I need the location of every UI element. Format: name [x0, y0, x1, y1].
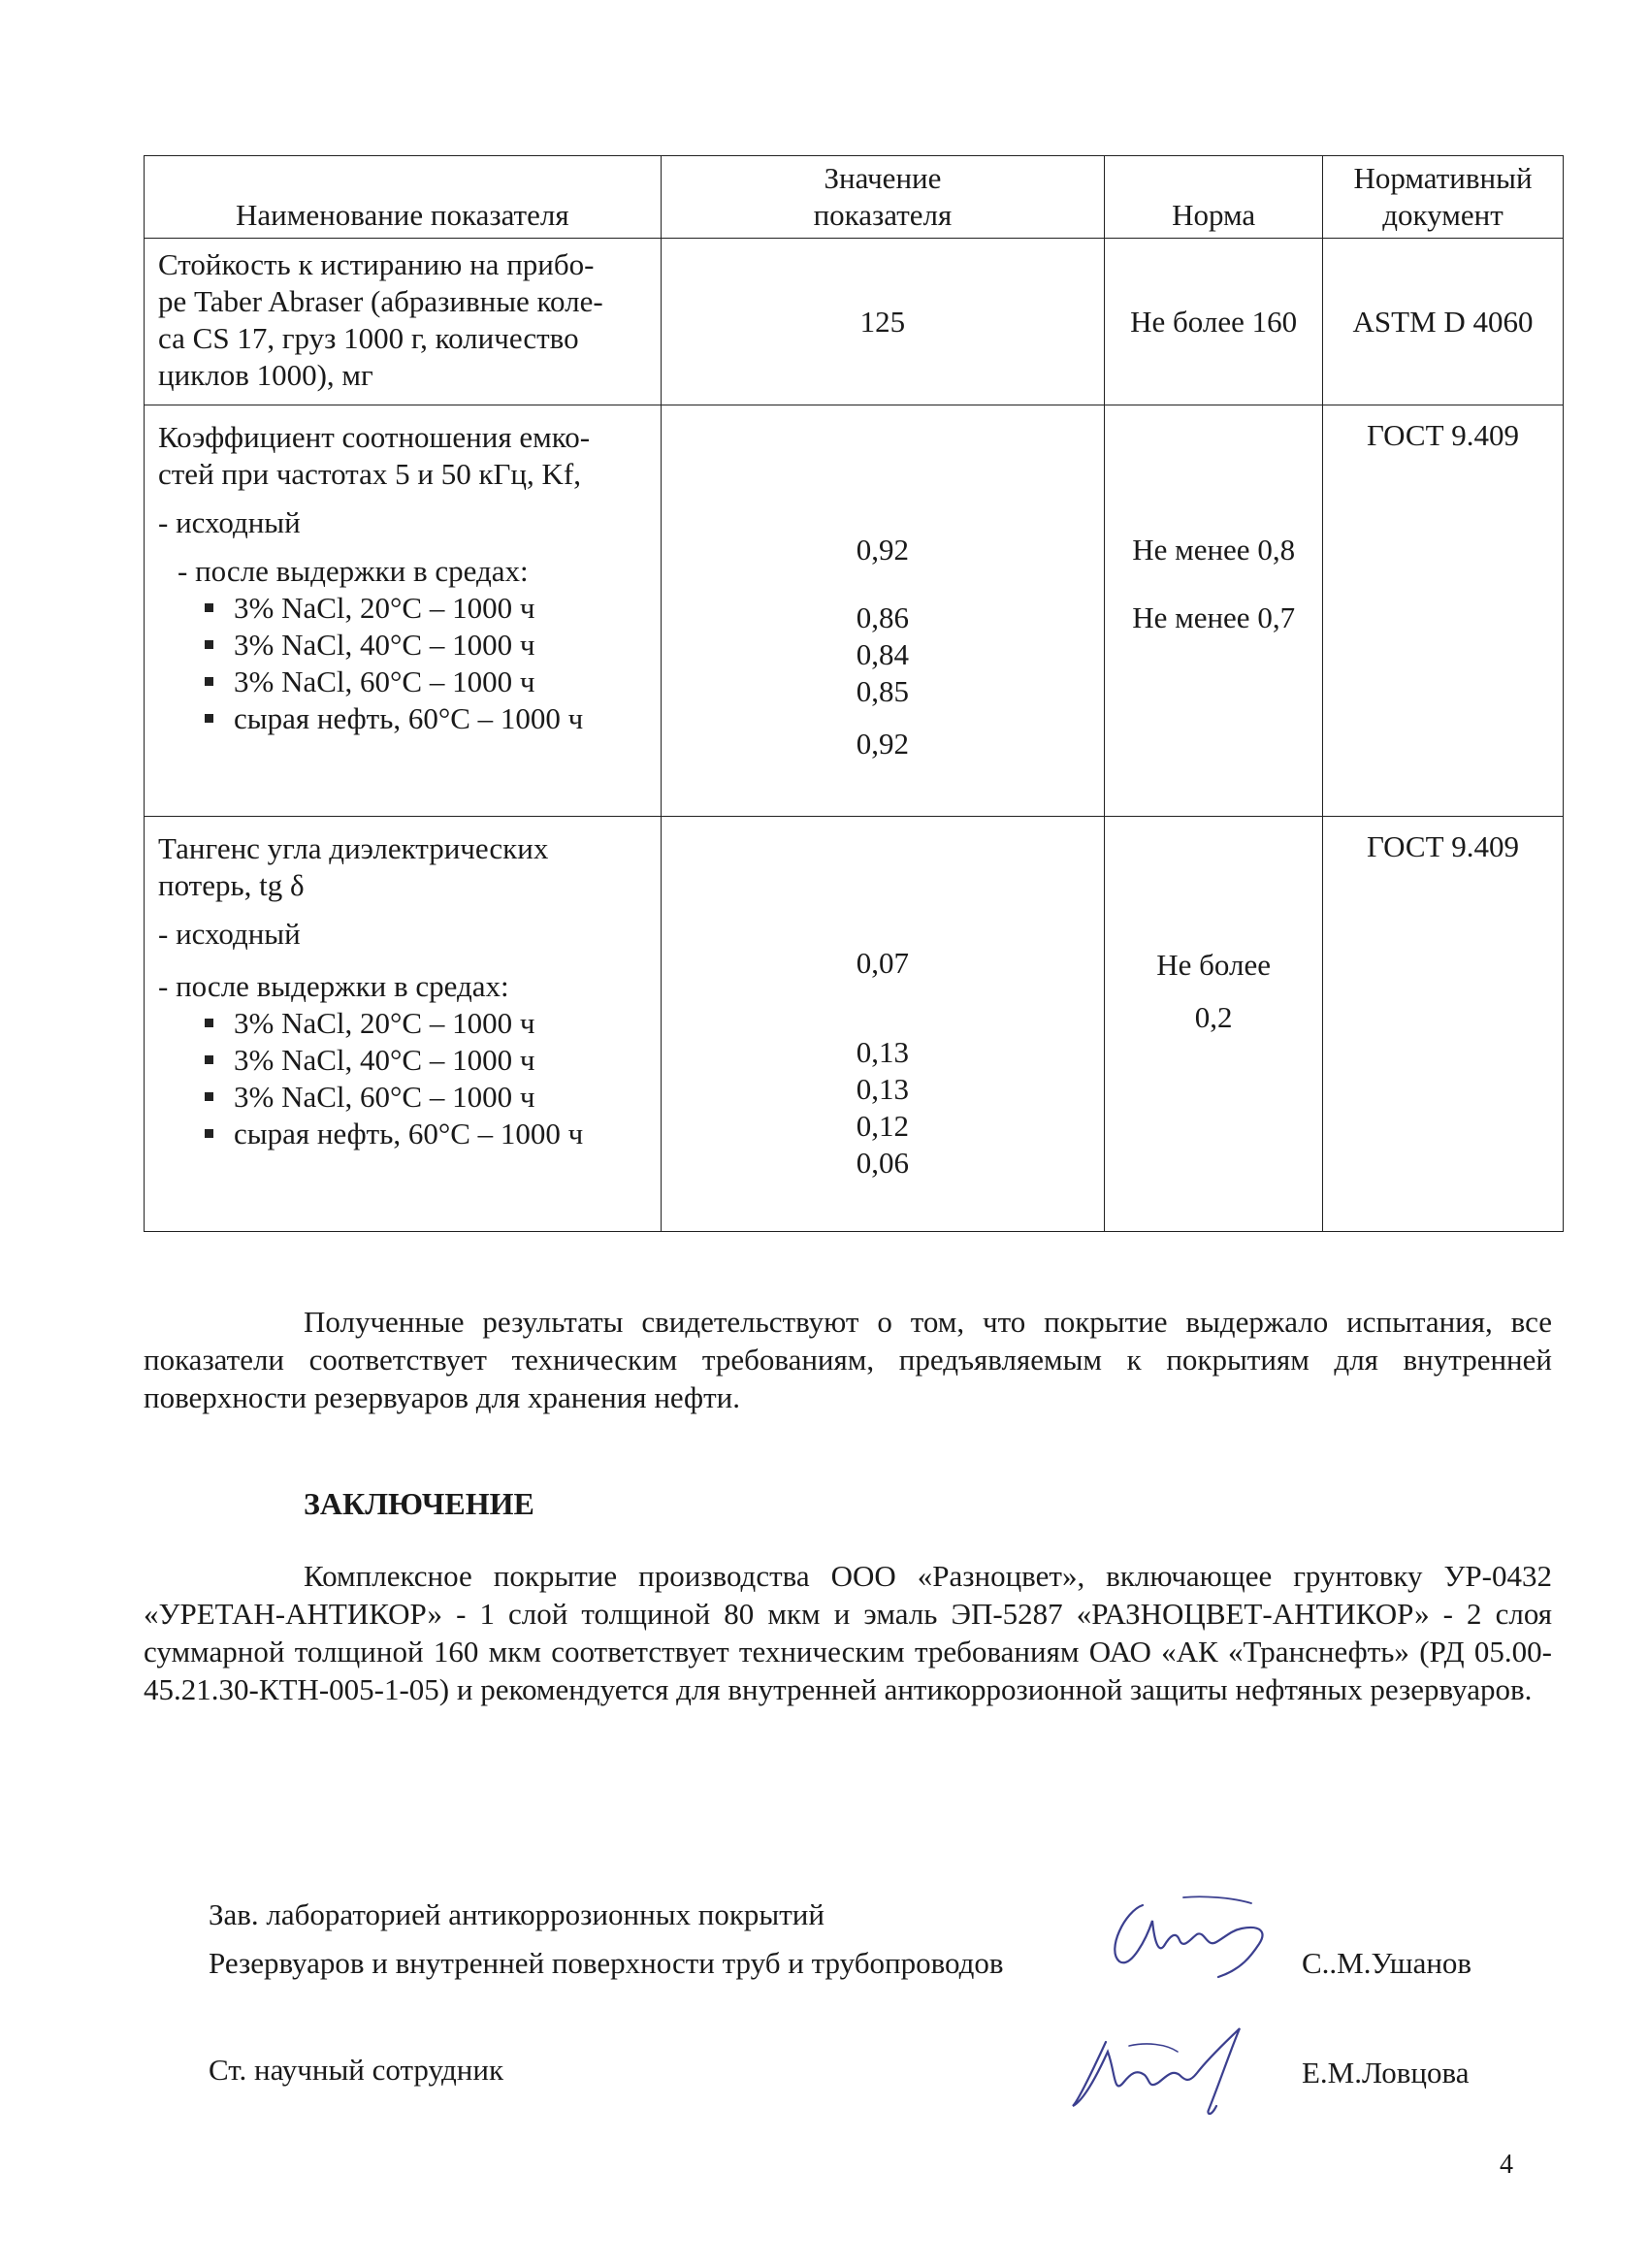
row1-doc: ASTM D 4060: [1323, 239, 1564, 405]
row2-media-list: [158, 590, 651, 737]
list-item: сырая нефть, 60°C – 1000 ч: [203, 700, 651, 737]
row3-norm: Не более 0,2: [1105, 817, 1323, 1232]
row3-values: 0,07 0,13 0,13 0,12 0,06: [661, 817, 1105, 1232]
row3-name: Тангенс угла диэлектрических потерь, tg δ - исходный - после выдержки в средах: 3% NaCl, 20°C – 1000 ч 3% NaCl, 40°C – 1000 ч 3% NaCl, 60°C – 1000 ч сырая нефть, 60°C – 1000 ч: [145, 817, 662, 1232]
list-item: 3% NaCl, 40°C – 1000 ч: [203, 1042, 651, 1079]
conclusion-heading: ЗАКЛЮЧЕНИЕ: [304, 1486, 534, 1521]
list-item: сырая нефть, 60°C – 1000 ч: [203, 1116, 651, 1152]
row2-norm: Не менее 0,8 Не менее 0,7: [1105, 405, 1323, 817]
row2-doc: ГОСТ 9.409: [1323, 405, 1564, 817]
header-norm: Норма: [1105, 156, 1323, 239]
signer1-role-line1: Зав. лабораторией антикоррозионных покрытий: [209, 1897, 824, 1931]
results-paragraph: Полученные результаты свидетельствуют о том, что покрытие выдержало испытания, все показатели соответствует техническим требованиям, предъявляемым к покрытиям для внутренней поверхности резервуаров для хранения нефти.: [144, 1305, 1552, 1414]
row2-values: 0,92 0,86 0,84 0,85 0,92: [661, 405, 1105, 817]
row3-doc: ГОСТ 9.409: [1323, 817, 1564, 1232]
list-item: 3% NaCl, 40°C – 1000 ч: [203, 627, 651, 664]
list-item: 3% NaCl, 60°C – 1000 ч: [203, 1079, 651, 1116]
conclusion-paragraph: Комплексное покрытие производства ООО «Разноцвет», включающее грунтовку УР-0432 «УРЕТАН-АНТИКОР» - 1 слой толщиной 80 мкм и эмаль ЭП-5287 «РАЗНОЦВЕТ-АНТИКОР» - 2 слоя суммарной толщиной 160 мкм соответствует техническим требованиям ОАО «АК «Транснефть» (РД 05.00-45.21.30-КТН-005-1-05) и рекомендуется для внутренней антикоррозионной защиты нефтяных резервуаров.: [144, 1559, 1552, 1706]
row1-value: 125: [661, 239, 1105, 405]
row2-name: Коэффициент соотношения емко- стей при частотах 5 и 50 кГц, Kf, - исходный - после выдержки в средах: 3% NaCl, 20°C – 1000 ч 3% NaCl, 40°C – 1000 ч 3% NaCl, 60°C – 1000 ч сырая нефть, 60°C – 1000 ч: [145, 405, 662, 817]
row1-name: Стойкость к истиранию на прибо- ре Taber Abraser (абразивные коле- са CS 17, груз 1000 г, количество циклов 1000), мг: [145, 239, 662, 405]
row1-norm: Не более 160: [1105, 239, 1323, 405]
header-doc: Нормативный документ: [1323, 156, 1564, 239]
signer2-name: Е.М.Ловцова: [1302, 2056, 1470, 2090]
signer1-name: С..М.Ушанов: [1302, 1946, 1472, 1980]
list-item: 3% NaCl, 20°C – 1000 ч: [203, 1005, 651, 1042]
signer1-role-line2: Резервуаров и внутренней поверхности труб и трубопроводов: [209, 1946, 1004, 1980]
table-row: [145, 239, 1564, 405]
table-header-row: [145, 156, 1564, 239]
header-name: Наименование показателя: [145, 156, 662, 239]
page-number: 4: [1500, 2150, 1513, 2180]
list-item: 3% NaCl, 20°C – 1000 ч: [203, 590, 651, 627]
table-row: [145, 405, 1564, 817]
row3-media-list: [158, 1005, 651, 1152]
table-row: [145, 817, 1564, 1232]
signature-ushanov: [1096, 1892, 1290, 1989]
header-value: Значение показателя: [661, 156, 1105, 239]
test-results-table: [144, 155, 1564, 1232]
list-item: 3% NaCl, 60°C – 1000 ч: [203, 664, 651, 700]
signer2-role: Ст. научный сотрудник: [209, 2053, 504, 2087]
signature-lovtsova: [1065, 2013, 1278, 2129]
